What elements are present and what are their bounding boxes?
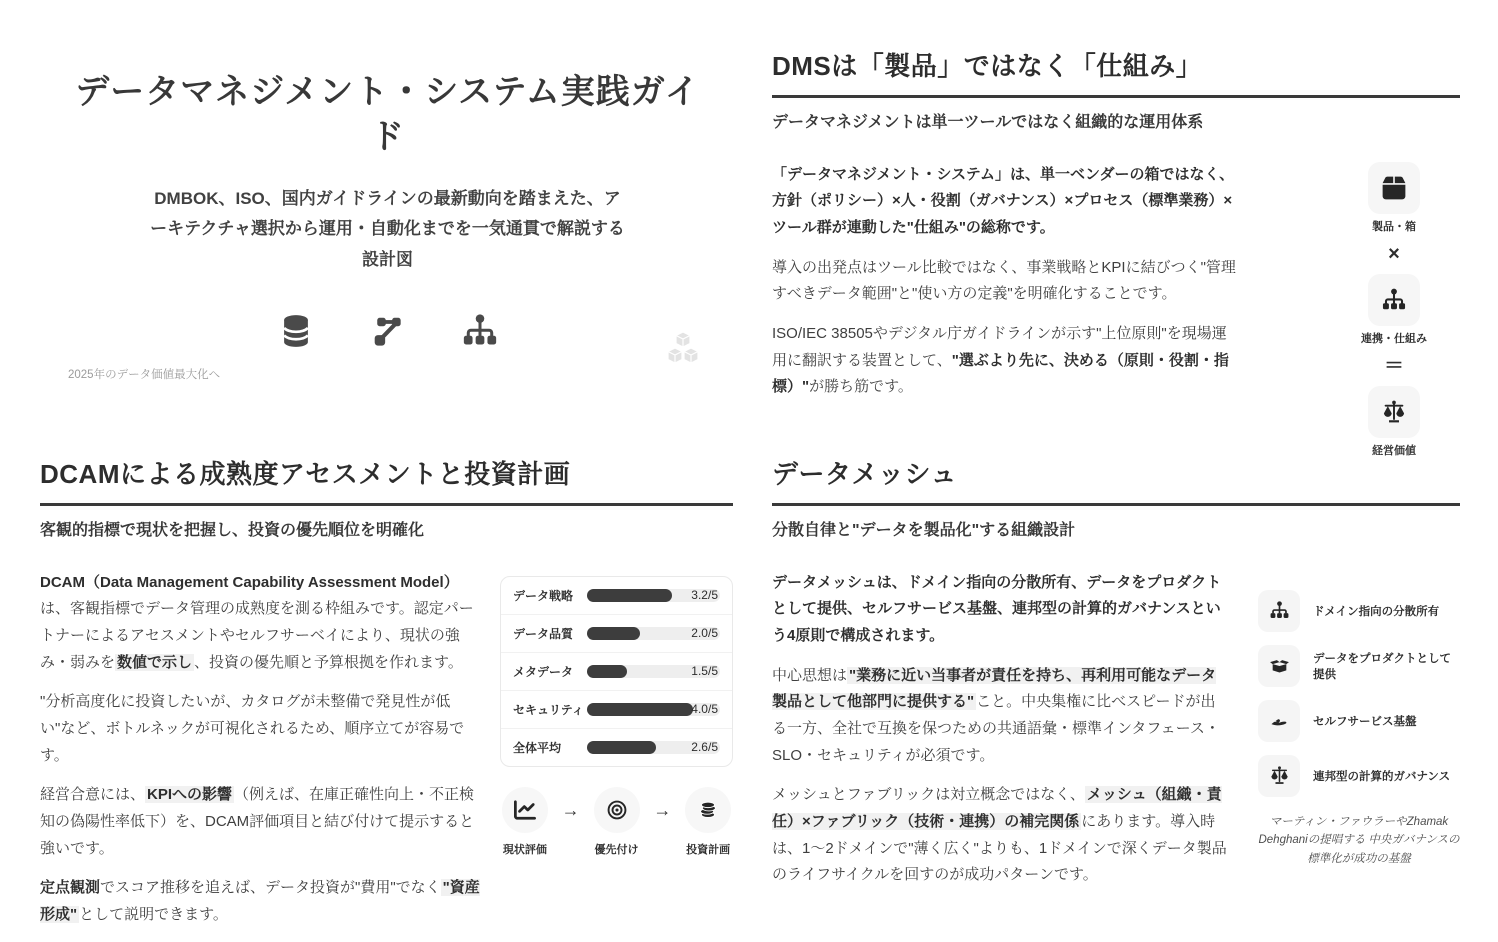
hero-section xyxy=(40,36,735,440)
formula-label: 連携・仕組み xyxy=(1361,332,1427,345)
bar-track xyxy=(587,703,720,716)
formula-label: 製品・箱 xyxy=(1372,220,1416,233)
page-subtitle: DMBOK、ISO、国内ガイドラインの最新動向を踏まえた、アーキテクチャ選択から運用・自動化までを一気通貫で解説する設計図 xyxy=(150,188,625,269)
bar-value: 2.0/5 xyxy=(691,626,718,640)
paragraph: DCAM（Data Management Capability Assessment Model）は、客観指標でデータ管理の成熟度を測る枠組みです。認定パートナーによるアセスメントやセルフサーベイにより、現状の強み・弱みを 数値で示し 、投資の優先順と予算根拠を作れます。 xyxy=(40,573,474,671)
principle-label: 連邦型の計算的ガバナンス xyxy=(1313,770,1451,783)
dms-formula-column xyxy=(1328,162,1460,458)
chart-line-icon xyxy=(502,787,548,833)
mesh-attribution-note: マーティン・ファウラーやZhamak Dehghaniの提唱する 中央ガバナンスの標準化が成功の基盤 xyxy=(1258,815,1460,866)
dms-heading: DMSは「製品」ではなく「仕組み」 xyxy=(772,50,1460,98)
paragraph: 導入の出発点はツール比較ではなく、事業戦略とKPIに結びつく"管理すべきデータ範囲"と"使い方の定義"を明確化することです。 xyxy=(772,258,1236,303)
flow-label: 投資計画 xyxy=(686,843,731,856)
page-title: データマネジメント・システム実践ガイド xyxy=(75,73,700,156)
bar-track xyxy=(587,741,720,754)
sitemap-icon xyxy=(461,312,499,355)
bar-row xyxy=(501,691,732,729)
flow-step xyxy=(683,787,733,857)
bullseye-icon xyxy=(594,787,640,833)
flow-label: 現状評価 xyxy=(502,843,547,856)
dms-body-text xyxy=(772,162,1240,458)
bar-label: データ品質 xyxy=(513,626,574,641)
paragraph: 中心思想は "業務に近い当事者が責任を持ち、再利用可能なデータ製品として他部門に提供する" こと。中央集権に比べスピードが出る一方、全社で互換を保つための共通語彙・標準インタフェース・SLO・セキュリティが必須です。 xyxy=(772,666,1220,764)
bar-value: 2.6/5 xyxy=(691,740,718,754)
bar-label: データ戦略 xyxy=(513,588,574,603)
paragraph: "分析高度化に投資したいが、カタログが未整備で発見性が低い"など、ボトルネックが可視化されるため、順序立てが容易です。 xyxy=(40,693,465,764)
hero-footnote: 2025年のデータ価値最大化へ xyxy=(68,369,221,381)
paragraph: 定点観測でスコア推移を追えば、データ投資が"費用"でなく "資産形成" として説明できます。 xyxy=(40,879,480,924)
principle-item xyxy=(1258,755,1460,797)
bar-value: 4.0/5 xyxy=(691,702,718,716)
dcam-heading: DCAMによる成熟度アセスメントと投資計画 xyxy=(40,458,733,506)
dcam-chart-column xyxy=(500,570,733,942)
maturity-bar-chart xyxy=(500,576,733,767)
principle-item xyxy=(1258,645,1460,687)
bar-label: セキュリティ xyxy=(513,702,584,717)
dcam-body-text xyxy=(40,570,484,942)
cubes-icon xyxy=(659,328,707,376)
sitemap-icon xyxy=(1258,590,1300,632)
bar-row xyxy=(501,653,732,691)
paragraph: ISO/IEC 38505やデジタル庁ガイドラインが示す"上位原則"を現場運用に翻訳する装置として、"選ぶより先に、決める（原則・役割・指標）"が勝ち筋です。 xyxy=(772,324,1229,396)
dms-subtitle: データマネジメントは単一ツールではなく組織的な運用体系 xyxy=(772,113,1204,131)
bar-fill xyxy=(587,665,627,678)
bar-row xyxy=(501,615,732,653)
formula-label: 経営価値 xyxy=(1372,444,1416,457)
bar-fill xyxy=(587,703,693,716)
coins-icon xyxy=(685,787,731,833)
paragraph: 「データマネジメント・システム」は、単一ベンダーの箱ではなく、方針（ポリシー）×人・役割（ガバナンス）×プロセス（標準業務）×ツール群が連動した"仕組み"の総称です。 xyxy=(772,165,1235,236)
box-icon xyxy=(1368,162,1420,214)
mesh-section xyxy=(772,458,1460,884)
sitemap-icon xyxy=(1368,274,1420,326)
mesh-heading: データメッシュ xyxy=(772,458,1460,506)
bar-value: 1.5/5 xyxy=(691,664,718,678)
bar-value: 3.2/5 xyxy=(691,588,718,602)
paragraph: メッシュとファブリックは対立概念ではなく、 メッシュ（組織・責任）×ファブリック（技術・連携）の補完関係 にあります。導入時は、1〜2ドメインで"薄く広く"よりも、1ドメインで深くデータ製品のライフサイクルを回すのが成功パターンです。 xyxy=(772,786,1227,884)
dms-section xyxy=(772,50,1460,457)
bar-row xyxy=(501,577,732,615)
dcam-flow xyxy=(500,787,733,857)
share-nodes-icon xyxy=(369,312,407,355)
bar-track xyxy=(587,627,720,640)
principle-item xyxy=(1258,590,1460,632)
principle-item xyxy=(1258,700,1460,742)
bar-track xyxy=(587,589,720,602)
paragraph: データメッシュは、ドメイン指向の分散所有、データをプロダクトとして提供、セルフサービス基盤、連邦型の計算的ガバナンスという4原則で構成されます。 xyxy=(772,573,1222,644)
bar-fill xyxy=(587,627,640,640)
hand-icon xyxy=(1258,700,1300,742)
flow-step xyxy=(500,787,550,857)
box-open-icon xyxy=(1258,645,1300,687)
database-icon xyxy=(277,312,315,355)
principle-label: データをプロダクトとして提供 xyxy=(1313,652,1451,681)
principle-label: ドメイン指向の分散所有 xyxy=(1313,605,1440,618)
bar-track xyxy=(587,665,720,678)
equals-operator: ＝ xyxy=(1384,354,1404,377)
paragraph: 経営合意には、 KPIへの影響 （例えば、在庫正確性向上・不正検知の偽陽性率低下）を、DCAM評価項目と結び付けて提示すると強いです。 xyxy=(40,786,475,857)
scale-icon xyxy=(1258,755,1300,797)
flow-label: 優先付け xyxy=(594,843,639,856)
arrow-right-icon: → xyxy=(561,799,580,820)
bar-label: 全体平均 xyxy=(513,740,562,755)
bar-row xyxy=(501,729,732,766)
multiply-operator: × xyxy=(1388,242,1400,265)
mesh-body-text xyxy=(772,570,1230,903)
bar-label: メタデータ xyxy=(513,664,574,679)
scale-icon xyxy=(1368,386,1420,438)
mesh-subtitle: 分散自律と"データを製品化"する組織設計 xyxy=(772,521,1076,539)
bar-fill xyxy=(587,589,672,602)
bar-fill xyxy=(587,741,656,754)
arrow-right-icon: → xyxy=(653,799,672,820)
hero-icon-row xyxy=(40,312,735,355)
flow-step xyxy=(592,787,642,857)
principle-label: セルフサービス基盤 xyxy=(1313,715,1417,728)
mesh-principles xyxy=(1258,570,1460,903)
dcam-section xyxy=(40,458,733,924)
dcam-subtitle: 客観的指標で現状を把握し、投資の優先順位を明確化 xyxy=(40,521,425,539)
